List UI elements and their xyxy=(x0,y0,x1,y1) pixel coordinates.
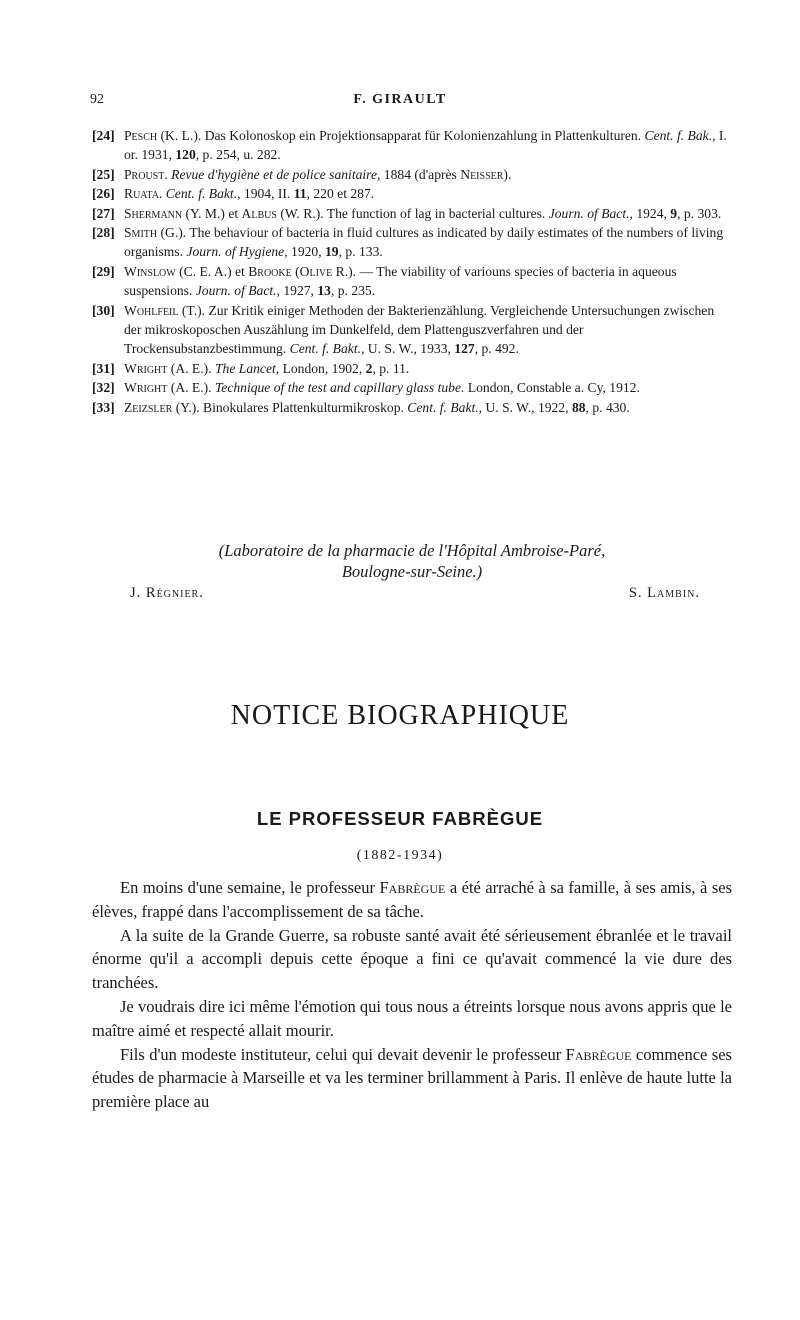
text-run: , p. 133. xyxy=(338,244,383,260)
reference-text xyxy=(124,378,732,397)
reference-entry xyxy=(92,165,732,184)
reference-text xyxy=(124,262,732,301)
text-run: Cent. f. Bakt. xyxy=(165,186,238,202)
text-run: , p. 303. xyxy=(677,205,722,221)
text-run: (W. R.). The function of lag in bacterial cultures. xyxy=(276,205,549,221)
reference-text xyxy=(124,204,732,223)
text-run: Cent. f. Bakt. xyxy=(289,341,361,357)
running-head-author: F. GIRAULT xyxy=(353,92,447,107)
reference-entry xyxy=(92,262,732,301)
text-run: Pesch xyxy=(124,128,158,143)
text-run: . xyxy=(164,166,172,182)
text-run: , 1884 (d'après xyxy=(377,166,461,182)
reference-text xyxy=(124,301,732,359)
reference-text xyxy=(124,223,732,262)
reference-text xyxy=(124,398,732,417)
paragraph xyxy=(92,876,732,924)
text-run: (Y.). Binokulares Plattenkulturmikroskop. xyxy=(172,399,408,415)
text-run: (Y. M.) et xyxy=(182,205,242,221)
text-run: Albus xyxy=(241,205,277,221)
reference-list xyxy=(92,126,732,417)
text-run: (A. E.). xyxy=(167,360,215,376)
text-run: Fils d'un modeste instituteur, celui qui devait devenir le professeur xyxy=(120,1044,566,1064)
text-run: 88 xyxy=(571,399,586,415)
text-run: 13 xyxy=(317,283,331,299)
text-run: London, Constable a. Cy, 1912. xyxy=(464,380,640,396)
professor-title: LE PROFESSEUR FABRÈGUE xyxy=(256,808,544,829)
laboratory-note xyxy=(92,540,732,582)
text-run: Cent. f. Bak. xyxy=(644,128,713,143)
text-run: , U. S. W., 1933, xyxy=(361,341,455,357)
text-run: (T.). Zur Kritik einiger Methoden der Bakterienzählung. Vergleichende Untersuchungen zwischen der mikroskoposchen Auszählung im Dunkelfeld, dem Plattenguszverfahren und der Trockensubstanzbestimmung. xyxy=(124,302,715,357)
text-run: Zeizsler xyxy=(124,399,173,415)
reference-number: [27] xyxy=(92,205,115,221)
text-run: Olive xyxy=(299,263,333,279)
text-run: , 1924, xyxy=(629,205,671,221)
text-run: Cent. f. Bakt. xyxy=(407,399,479,415)
text-run: Fabrègue xyxy=(379,878,446,897)
text-run: Winslow xyxy=(124,263,176,279)
text-run: 127 xyxy=(454,341,475,357)
text-run: , p. 492. xyxy=(474,341,519,357)
reference-number: [32] xyxy=(92,380,115,396)
text-run: Technique of the test and capillary glass tube. xyxy=(214,380,465,396)
text-run: Neisser xyxy=(460,166,504,182)
text-run: Wright xyxy=(124,360,168,376)
reference-entry xyxy=(92,126,732,165)
reference-text xyxy=(124,359,732,378)
text-run: , 1920, xyxy=(284,244,325,260)
text-run: Smith xyxy=(124,225,158,241)
biography-text xyxy=(92,876,732,1114)
text-run: R.). — The viability of variouns species of bacteria in aqueous suspensions. xyxy=(124,263,677,299)
text-run: , London, 1902, xyxy=(275,360,366,376)
laboratory-note-line: (Laboratoire de la pharmacie de l'Hôpital Ambroise-Paré, xyxy=(218,541,606,560)
reference-entry xyxy=(92,378,732,397)
text-run: . xyxy=(158,186,166,202)
text-run: , p. 235. xyxy=(330,283,376,299)
reference-text xyxy=(124,184,732,203)
reference-number: [28] xyxy=(92,225,115,241)
reference-number: [25] xyxy=(92,166,115,182)
text-run: Journ. of Bact. xyxy=(548,205,630,221)
text-run: Journ. of Hygiene xyxy=(186,244,285,260)
text-run: a été arraché à sa famille, à ses amis, à ses élèves, frappé dans l'accomplissement de sa tâche. xyxy=(92,878,733,921)
reference-entry xyxy=(92,359,732,378)
reference-text xyxy=(124,165,732,184)
paragraph xyxy=(92,995,732,1043)
reference-entry xyxy=(92,223,732,262)
signer-regnier: J. Régnier. xyxy=(130,585,204,601)
text-run: 9 xyxy=(670,205,678,221)
text-run: Wohlfeil xyxy=(124,302,179,318)
text-run: (K. L.). Das Kolonoskop ein Projektionsapparat für Kolonienzahlung in Plattenkulturen. xyxy=(157,128,645,143)
text-run: commence ses études de pharmacie à Marseille et va les terminer brillamment à Paris. Il enlève de haute lutte la première place au xyxy=(92,1044,732,1112)
reference-entry xyxy=(92,398,732,417)
reference-number: [26] xyxy=(92,186,115,202)
text-run: 19 xyxy=(325,244,339,260)
reference-number: [30] xyxy=(92,302,115,318)
text-run: (A. E.). xyxy=(167,380,215,396)
text-run: , p. 254, u. 282. xyxy=(195,147,281,163)
text-run: The Lancet xyxy=(214,360,276,376)
text-run: ( xyxy=(291,263,300,279)
text-run: Shermann xyxy=(124,205,183,221)
reference-number: [31] xyxy=(92,360,115,376)
reference-entry xyxy=(92,204,732,223)
text-run: , 220 et 287. xyxy=(306,186,375,202)
text-run: Fabrègue xyxy=(565,1044,632,1064)
text-run: Journ. of Bact. xyxy=(195,283,277,299)
running-head xyxy=(0,92,800,112)
text-run: , p. 430. xyxy=(585,399,630,415)
text-run: Ruata xyxy=(124,186,159,202)
paragraph xyxy=(92,924,732,995)
signer-lambin: S. Lambin. xyxy=(628,585,700,601)
text-run: ). xyxy=(503,166,512,182)
reference-text xyxy=(124,126,732,165)
text-run: (C. E. A.) et xyxy=(175,263,249,279)
text-run: , 1904, II. xyxy=(237,186,294,202)
professor-years: (1882-1934) xyxy=(356,848,444,863)
reference-entry xyxy=(92,184,732,203)
text-run: , I. or. 1931, xyxy=(124,128,727,163)
laboratory-note-line: Boulogne-sur-Seine.) xyxy=(341,562,483,581)
reference-number: [33] xyxy=(92,399,115,415)
text-run: Proust xyxy=(124,166,165,182)
text-run: A la suite de la Grande Guerre, sa robuste santé avait été sérieusement ébranlée et le travail énorme qu'il a accompli depuis cette époque a fini ce qu'avait commencé la vie dure des tranchées. xyxy=(92,925,732,993)
notice-title: NOTICE BIOGRAPHIQUE xyxy=(230,700,570,731)
text-run: Brooke xyxy=(248,263,292,279)
text-run: En moins d'une semaine, le professeur xyxy=(120,878,380,897)
paragraph xyxy=(92,1043,732,1114)
text-run: Wright xyxy=(124,380,168,396)
text-run: (G.). The behaviour of bacteria in fluid cultures as indicated by daily estimates of the numbers of living organisms. xyxy=(124,225,724,260)
text-run: Je voudrais dire ici même l'émotion qui tous nous a étreints lorsque nous avons appris que le maître aimé et respecté allait mourir. xyxy=(92,996,732,1040)
text-run: Revue d'hygiène et de police sanitaire xyxy=(171,166,377,182)
reference-number: [24] xyxy=(92,128,115,143)
text-run: 2 xyxy=(365,360,373,376)
text-run: , U. S. W., 1922, xyxy=(478,399,572,415)
page-number: 92 xyxy=(90,92,104,107)
reference-number: [29] xyxy=(92,263,115,279)
text-run: 120 xyxy=(175,147,196,163)
text-run: 11 xyxy=(293,186,307,202)
reference-entry xyxy=(92,301,732,359)
text-run: , p. 11. xyxy=(372,360,410,376)
text-run: , 1927, xyxy=(276,283,318,299)
